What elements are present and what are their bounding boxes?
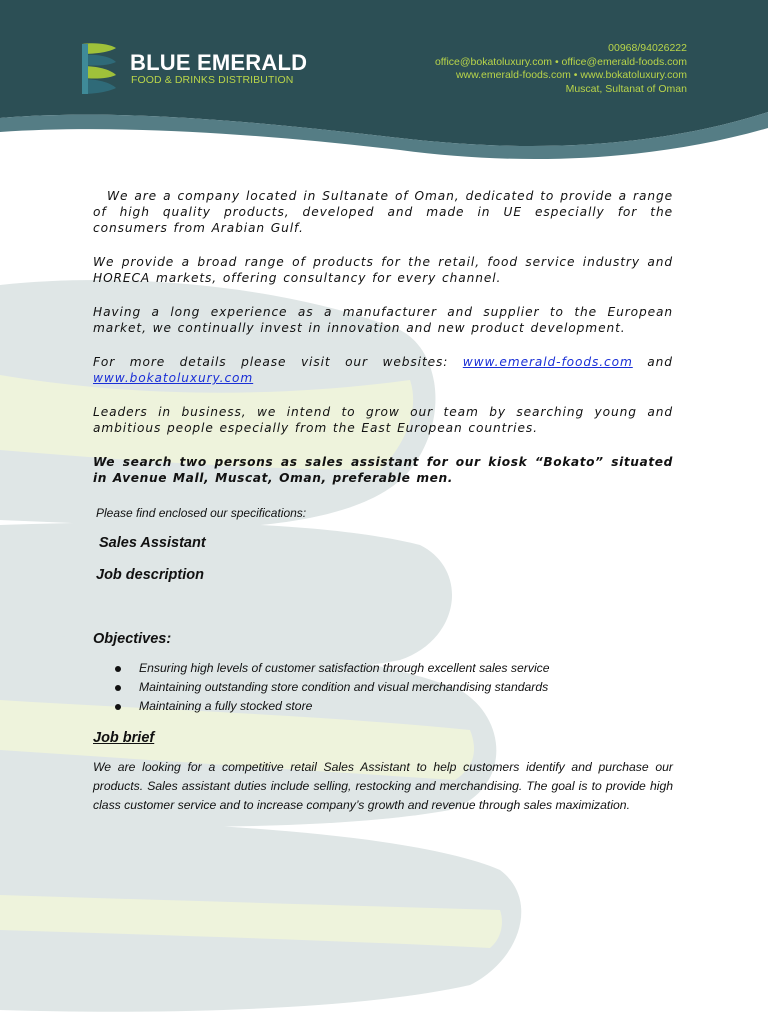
letter-body <box>93 188 673 815</box>
position-title: Sales Assistant <box>99 534 206 551</box>
details-word-6: our <box>345 355 368 369</box>
details-word-2: more <box>129 355 166 369</box>
objective-text: Maintaining outstanding store condition and visual merchandising standards <box>139 679 549 694</box>
details-word-3: details <box>179 355 227 369</box>
contact-location: Muscat, Sultanat of Oman <box>565 82 687 95</box>
brand-logo-icon <box>80 42 120 98</box>
contact-websites: www.emerald-foods.com • www.bokatoluxury.com <box>455 69 687 81</box>
job-description-heading: Job description <box>96 566 204 583</box>
paragraph-details <box>93 354 673 386</box>
list-item <box>115 678 673 697</box>
paragraph-leaders: Leaders in business, we intend to grow our team by searching young and ambitious people especially from the East European countries. <box>93 405 673 435</box>
objective-text: Maintaining a fully stocked store <box>139 698 313 713</box>
bullet-icon <box>115 704 121 710</box>
details-word-5: visit <box>300 355 331 369</box>
bokatoluxury-link[interactable]: www.bokatoluxury.com <box>93 371 254 385</box>
details-word-1: For <box>93 355 116 369</box>
emerald-foods-link[interactable]: www.emerald-foods.com <box>462 355 633 369</box>
objective-text: Ensuring high levels of customer satisfaction through excellent sales service <box>139 660 550 675</box>
paragraph-range: We provide a broad range of products for the retail, food service industry and HORECA markets, offering consultancy for every channel. <box>93 255 673 285</box>
objectives-heading: Objectives: <box>93 630 172 647</box>
list-item <box>115 659 673 678</box>
bullet-icon <box>115 685 121 691</box>
brand-tagline: FOOD & DRINKS DISTRIBUTION <box>131 74 294 86</box>
enclosed-specs: Please find enclosed our specifications: <box>96 506 307 520</box>
paragraph-search: We search two persons as sales assistant for our kiosk “Bokato” situated in Avenue Mall, Muscat, Oman, preferable men. <box>93 455 673 485</box>
paragraph-experience: Having a long experience as a manufacturer and supplier to the European market, we continually invest in innovation and new product development. <box>93 305 673 335</box>
bullet-icon <box>115 666 121 672</box>
list-item <box>115 697 673 716</box>
objectives-list <box>115 659 673 716</box>
contact-emails: office@bokatoluxury.com • office@emerald-foods.com <box>434 55 687 68</box>
contact-block <box>435 42 687 96</box>
contact-phone: 00968/94026222 <box>608 42 687 54</box>
details-and: and <box>647 355 673 369</box>
job-brief-heading: Job brief <box>93 729 155 746</box>
details-word-4: please <box>241 355 287 369</box>
job-brief-text: We are looking for a competitive retail Sales Assistant to help customers identify and purchase our products. Sales assistant duties include selling, restocking and merchandising. The goal is to provide high class customer service and to increase company’s growth and revenue through sales maximization. <box>93 759 673 812</box>
details-word-7: websites: <box>382 355 449 369</box>
brand-name: BLUE EMERALD <box>130 50 308 75</box>
paragraph-intro: We are a company located in Sultanate of Oman, dedicated to provide a range of high quality products, developed and made in UE especially for the consumers from Arabian Gulf. <box>93 189 673 235</box>
